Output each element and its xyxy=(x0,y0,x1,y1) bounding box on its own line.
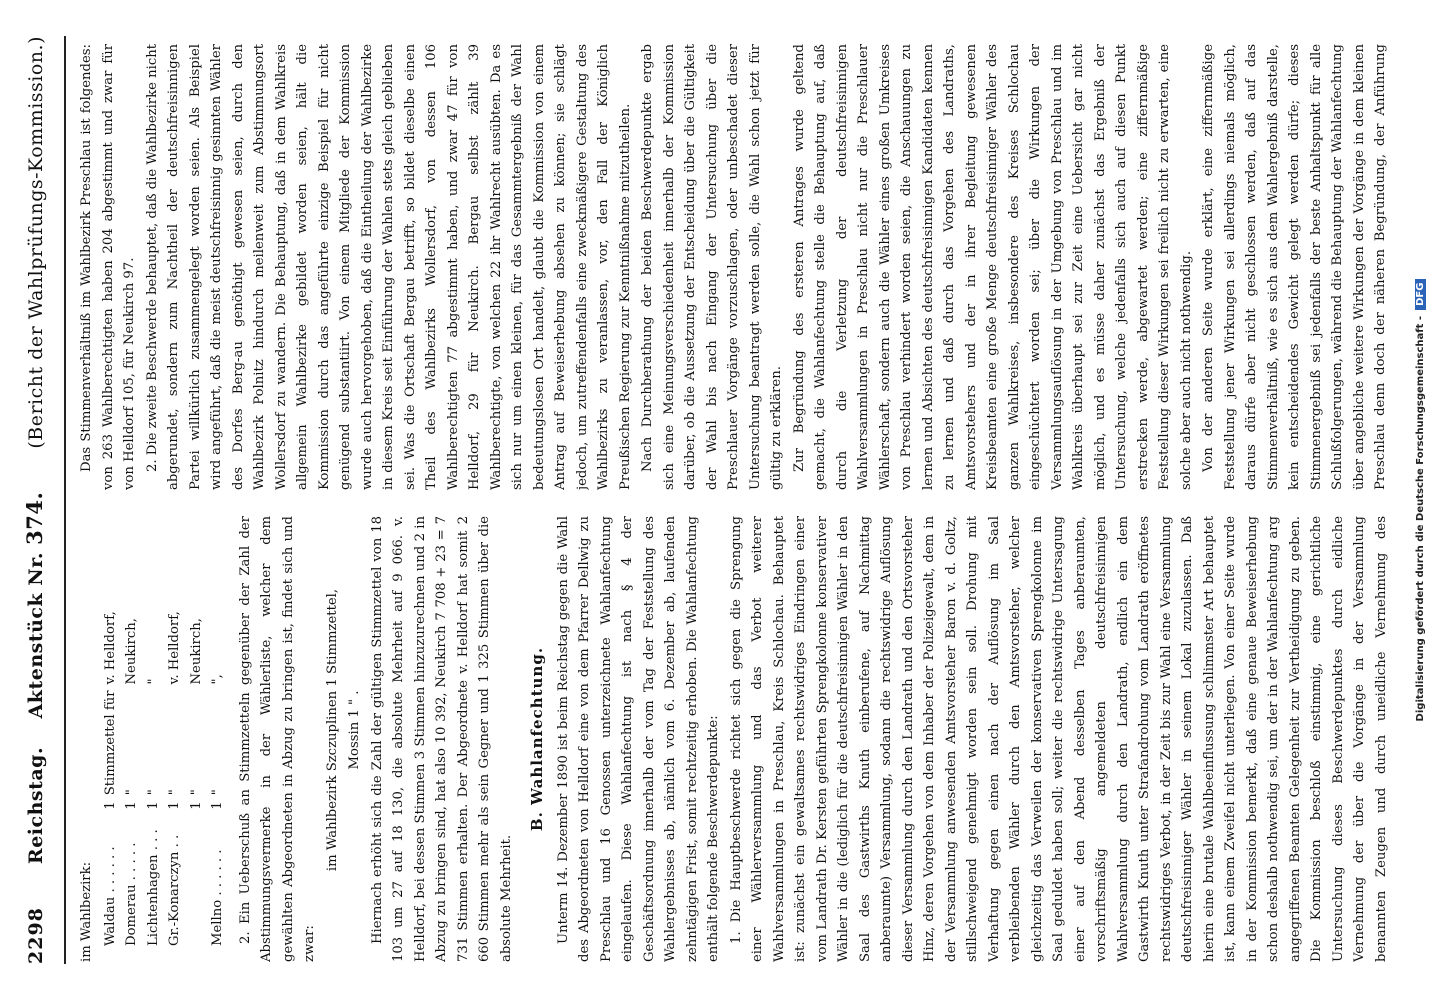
tally-row xyxy=(100,605,122,946)
tally-count: 1 xyxy=(102,801,118,810)
header-left-title: Reichstag. xyxy=(25,746,47,865)
paragraph: Das Stimmenverhältniß im Wahlbezirk Preschlau ist folgendes: von 263 Wahlberechtigten haben 204 abgestimmt und zwar für von Helldorf 105, für Neukirch 97. xyxy=(79,44,137,490)
tally-name: v. Helldorf, xyxy=(167,611,182,685)
tally-table xyxy=(100,605,229,946)
tally-place xyxy=(186,823,208,946)
sub-line: Mossin 1 " . xyxy=(347,690,362,770)
running-title xyxy=(22,492,47,864)
tally-place: Gr.-Konarczyn . . xyxy=(167,834,182,946)
section-title: B. Wahlanfechtung. xyxy=(528,646,546,832)
digitization-credit xyxy=(1415,0,1426,1000)
tally-label: " xyxy=(210,789,225,796)
dfg-logo: DFG xyxy=(1415,279,1426,310)
tally-name: v. Helldorf, xyxy=(102,611,118,685)
tally-row xyxy=(186,605,208,946)
paragraph: Zur Begründung des ersteren Antrages wurde geltend gemacht, die Wahlanfechtung stelle die Behauptung auf, daß durch die Verletzung der deutschfreisinnigen Wahlversammlungen in Preschlau nicht nur die Preschlauer Wählerschaft, sondern auch die Wähler eines großen Umkreises von Preschlau verhindert worden seien, die Anschauungen zu lernen und Absichten des deutschfreisinnigen Kandidaten kennen zu lernen und daß durch das Vorgehen des Landraths, Amtsvorstehers und der in ihrer Begleitung gewesenen Kreisbeamten eine große Menge deutschfreisinniger Wähler des ganzen Wahlkreises, insbesondere des Kreises Schlochau eingeschüchtert worden sei; über die Wirkungen der Versammlungsauflösung in der Umgebung von Preschlau und im Wahlkreis überhaupt sei zur Zeit eine Uebersicht gar nicht möglich, und es müsse daher zunächst das Ergebniß der Untersuchung, welche jedenfalls sich auch auf diesen Punkt erstrecken werde, abgewartet werden; eine ziffernmäßige Feststellung dieser Wirkungen sei freilich nicht zu erwarten, eine solche aber auch nicht nothwendig. xyxy=(791,44,1194,490)
header-rule xyxy=(64,36,66,964)
tally-label: " xyxy=(167,789,182,796)
left-column xyxy=(76,516,1392,962)
header-doc-number: 374. xyxy=(22,491,47,545)
tally-count: 1 xyxy=(124,801,139,810)
paragraph: 1. Die Hauptbeschwerde richtet sich gegen die Sprengung einer Wählerversammlung und das Verbot weiterer Wahlversammlungen in Preschlau, Kreis Schlochau. Behauptet ist: zunächst ein gewaltsames rechtswidriges Eindringen einer vom Landrath Dr. Kersten geführten Sprengkolonne konservativer Wähler in die (lediglich für die deutschfreisinnigen Wähler in den Saal des Gastwirths Knuth einberufene, auf Nachmittag anberaumte) Versammlung, sodann die rechtswidrige Auflösung dieser Versammlung durch den Landrath und den Ortsvorsteher Hinz, deren Vorgehen von dem Inhaber der Polizeigewalt, dem in der Versammlung anwesenden Amtsvorsteher Baron v. d. Goltz, stillschweigend genehmigt worden sein soll. Drohung mit Verhaftung gegen einen nach der Auflösung im Saal verbleibenden Wähler durch den Amtsvorsteher, welcher gleichzeitig das Verweilen der konservativen Sprengkolonne im Saal geduldet haben soll; weiter die rechtswidrige Untersagung einer auf den Abend desselben Tages anberaumten, vorschriftsmäßig angemeldeten deutschfreisinnigen Wahlversammlung durch den Landrath, endlich ein dem Gastwirth Knuth unter Strafandrohung vom Landrath eröffnetes rechtswidriges Verbot, in der Zeit bis zur Wahl eine Versammlung deutschfreisinniger Wähler in seinem Lokal zuzulassen. Daß hierin eine brutale Wahlbeeinflussung schlimmster Art behauptet ist, kann einem Zweifel nicht unterliegen. Von einer Seite wurde in der Kommission bemerkt, daß eine genaue Beweiserhebung schon deshalb nothwendig sei, um der in der Wahlanfechtung arg angegriffenen Beamten Gelegenheit zur Vertheidigung zu geben. Die Kommission beschloß einstimmig, eine gerichtliche Untersuchung dieses Beschwerdepunktes durch eidliche Vernehmung der über die Vorgänge in der Versammlung benannten Zeugen und durch uneidliche Vernehmung des xyxy=(728,516,1389,962)
tally-count: 1 xyxy=(167,801,182,810)
credit-text: Digitalisierung gefördert durch die Deutsche Forschungsgemeinschaft - xyxy=(1415,315,1426,722)
header-bracket-title: (Bericht der Wahlprüfungs-Kommission.) xyxy=(25,36,47,449)
page-number: 2298 xyxy=(25,907,47,964)
paragraph: Hiernach erhöht sich die Zahl der gültigen Stimmzettel von 18 103 um 27 auf 18 130, die absolute Mehrheit auf 9 066. v. Helldorf, bei dessen Stimmen 3 Stimmen hinzuzurechnen und 2 in Abzug zu bringen sind, hat also 10 392, Neukirch 7 708 + 23 = 7 731 Stimmen erhalten. Der Abgeordnete v. Helldorf hat somit 2 660 Stimmen mehr als sein Gegner und 1 325 Stimmen über die absolute Mehrheit. xyxy=(369,516,514,962)
tally-place: Mellno . . . . . . xyxy=(210,849,225,946)
paragraph: Unterm 14. Dezember 1890 ist beim Reichstag gegen die Wahl des Abgeordneten von Helldorf eine von dem Pfarrer Dellwig zu Preschlau und 16 Genossen unterzeichnete Wahlanfechtung eingelaufen. Diese Wahlanfechtung ist nach § 4 der Geschäftsordnung innerhalb der vom Tag der Feststellung des Wahlergebnisses ab, nämlich vom 6. Dezember ab, laufenden zehntägigen Frist, somit rechtzeitig erhoben. Die Wahlanfechtung enthält folgende Beschwerdepunkte: xyxy=(555,516,721,962)
tally-name: " xyxy=(145,678,161,685)
tally-row xyxy=(207,605,229,946)
tally-place: Waldau . . . . . . xyxy=(102,846,118,946)
tally-label: " xyxy=(188,789,204,796)
tally-row xyxy=(164,605,186,946)
tally-intro: im Wahlbezirk: xyxy=(79,861,94,962)
tally-name: Neukirch, xyxy=(188,618,204,685)
tally-count: 1 xyxy=(210,801,225,810)
paragraph: Von der anderen Seite wurde erklärt, eine ziffernmäßige Feststellung jener Wirkungen sei allerdings niemals möglich, daraus dürfe aber nicht geschlossen werden, daß auf das Stimmenverhältniß, wie es sich aus dem Wahlergebniß darstelle, kein entscheidendes Gewicht gelegt werden dürfe; dieses Stimmenergebniß sei jedenfalls der beste Anhaltspunkt für alle Schlußfolgerungen, während die Behauptung der Wahlanfechtung über angebliche weitere Wirkungen der Vorgänge in dem kleinen Preschlau denn doch der näheren Begründung, der Anführung xyxy=(1201,44,1388,490)
tally-label: " xyxy=(124,789,139,796)
tally-place: Domerau . . . . . xyxy=(124,842,139,946)
tally-label: " xyxy=(145,789,161,796)
page-header xyxy=(22,36,62,964)
tally-count: 1 xyxy=(188,801,204,810)
tally-name: ", xyxy=(210,674,225,685)
tally-name: Neukirch, xyxy=(124,618,139,685)
tally-row xyxy=(143,605,165,946)
tally-row xyxy=(121,605,143,946)
sub-line: im Wahlbezirk Szczuplinen 1 Stimmzettel, xyxy=(324,588,340,872)
tally-place: Lichtenhagen . . . xyxy=(145,829,161,946)
paragraph: 2. Ein Ueberschuß an Stimmzetteln gegenüber der Zahl der Abstimmungsvermerke in der Wählerliste, welcher dem gewählten Abgeordneten in Abzug zu bringen ist, findet sich und zwar: xyxy=(237,516,317,962)
right-column xyxy=(76,44,1392,490)
paragraph: 2. Die zweite Beschwerde behauptet, daß die Wahlbezirke nicht abgerundet, sondern zum Nachtheil der deutschfreisinnigen Partei willkürlich zusammengelegt worden seien. Als Beispiel wird angeführt, daß die meist deutschfreisinnig gesinnten Wähler des Dorfes Berg-au genöthigt gewesen seien, durch den Wahlbezirk Polnitz hindurch meilenweit zum Abstimmungsort Wollersdorf zu wandern. Die Behauptung, daß in dem Wahlkreis allgemein Wahlbezirke gebildet worden seien, hält die Kommission durch das angeführte einzige Beispiel für nicht genügend substantiirt. Von einem Mitgliede der Kommission wurde auch hervorgehoben, daß die Eintheilung der Wahlbezirke in diesem Kreis seit Einführung der Wahlen stets gleich geblieben sei. Was die Ortschaft Bergau betrifft, so bildet dieselbe einen Theil des Wahlbezirks Wollersdorf, von dessen 106 Wahlberechtigten 77 abgestimmt haben, und zwar 47 für von Helldorf, 29 für Neukirch. Bergau selbst zählt 39 Wahlberechtigte, von welchen 22 ihr Wahlrecht ausübten. Da es sich nur um einen kleinen, für das Gesammtergebniß der Wahl bedeutungslosen Ort handelt, glaubt die Kommission von einem Antrag auf Beweiserhebung absehen zu können; sie schlägt jedoch, um zutreffendenfalls eine zweckmäßigere Gestaltung des Wahlbezirks zu veranlassen, vor, den Fall der Königlich Preußischen Regierung zur Kenntnißnahme mitzutheilen. xyxy=(144,44,633,490)
paragraph: Nach Durchberathung der beiden Beschwerdepunkte ergab sich eine Meinungsverschiedenheit innerhalb der Kommission darüber, ob die Aussetzung der Entscheidung über die Gültigkeit der Wahl bis nach Eingang der Untersuchung über die Preschlauer Vorgänge vorzuschlagen, oder unbeschadet dieser Untersuchung beantragt werden solle, die Wahl schon jetzt für gültig zu erklären. xyxy=(640,44,784,490)
header-doc-label: Aktenstück Nr. xyxy=(25,551,47,719)
tally-count: 1 xyxy=(145,801,161,810)
tally-label: Stimmzettel für xyxy=(102,690,118,796)
